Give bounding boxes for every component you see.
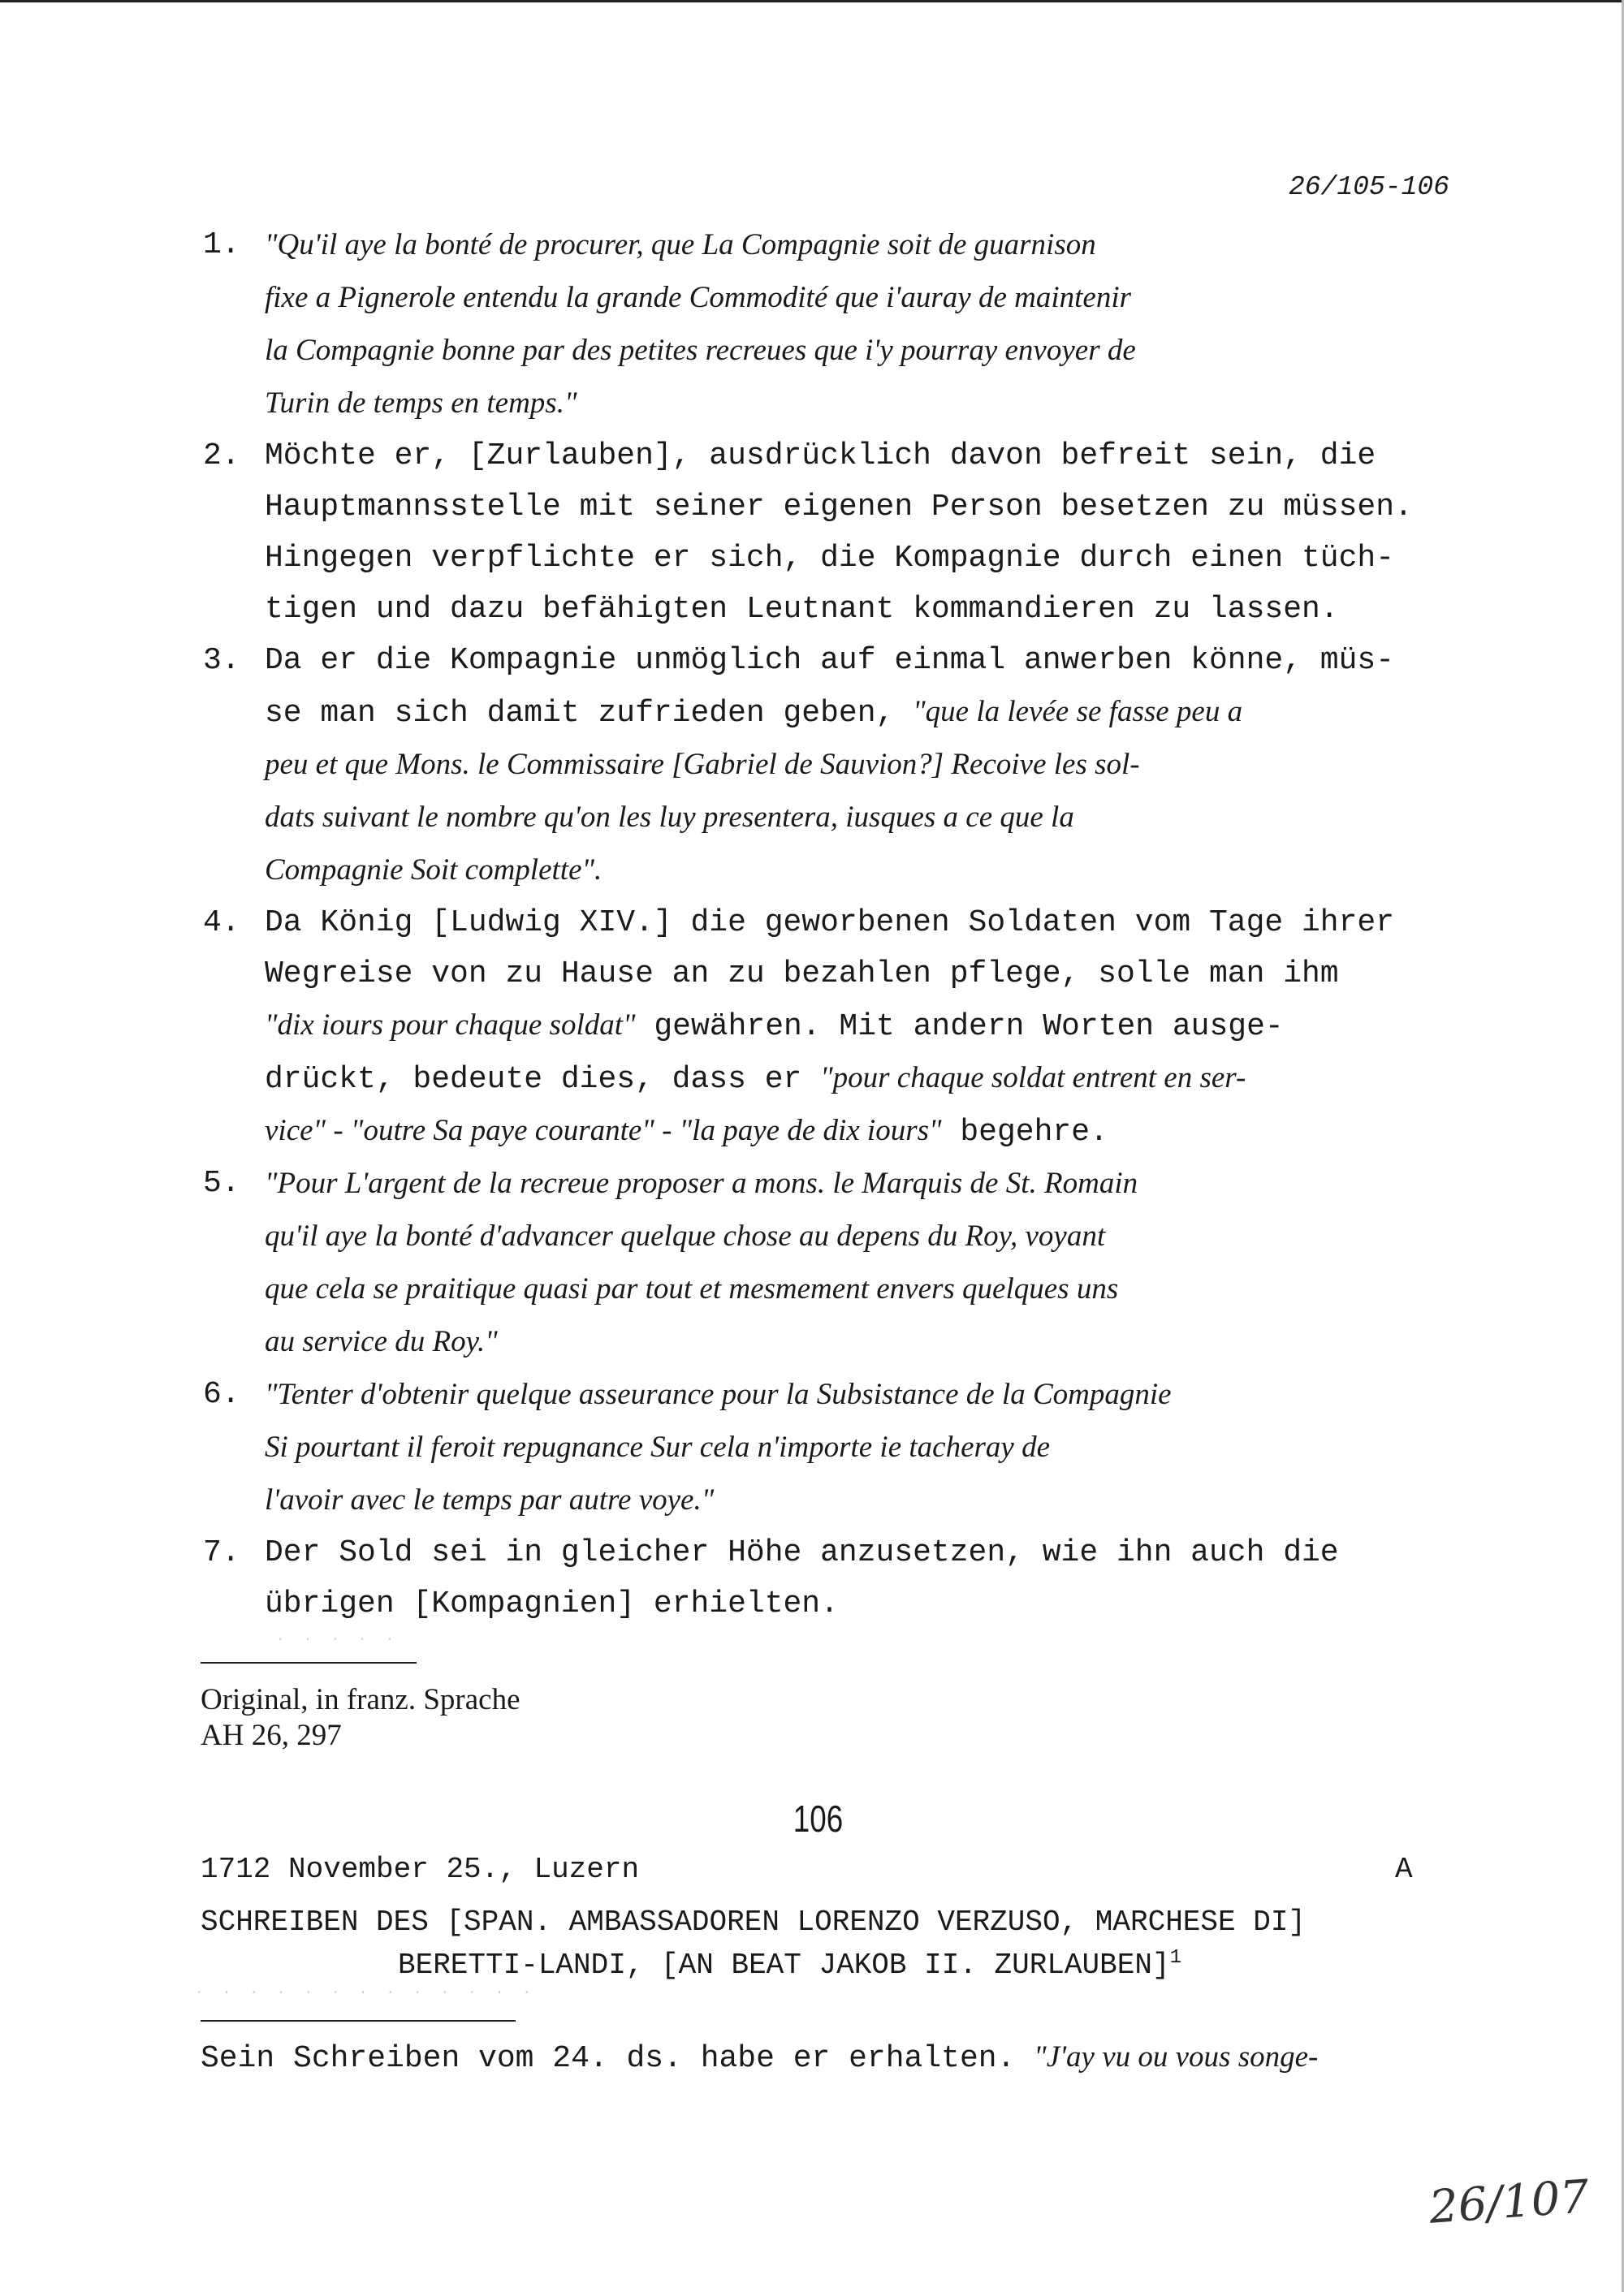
page-reference: 26/105-106 xyxy=(1288,172,1449,202)
document-category: A xyxy=(1395,1853,1413,1886)
list-item-line xyxy=(265,272,1470,325)
faint-dots: · · · · · xyxy=(276,1632,400,1648)
list-item-line xyxy=(265,325,1470,378)
list-item-number: 3. xyxy=(203,643,240,678)
german-text: Da er die Kompagnie unmöglich auf einmal anwerben könne, müs- xyxy=(265,643,1395,678)
german-text: drückt, bedeute dies, dass er xyxy=(265,1062,821,1097)
source-note-archive: AH 26, 297 xyxy=(201,1719,342,1752)
document-title-line2 xyxy=(398,1940,1181,1983)
list-item-line xyxy=(265,1052,1470,1105)
list-item-line xyxy=(265,219,1470,272)
list-item xyxy=(203,1158,1470,1369)
list-item xyxy=(203,1369,1470,1527)
footnote-reference: 1 xyxy=(1169,1947,1181,1969)
quoted-french-text: fixe a Pignerole entendu la grande Commodité que i'auray de maintenir xyxy=(265,281,1132,314)
list-item-line xyxy=(265,481,1470,533)
source-note-language: Original, in franz. Sprache xyxy=(201,1683,520,1716)
document-body-start xyxy=(201,2039,1318,2077)
list-item-line xyxy=(265,1263,1470,1316)
german-text: Möchte er, [Zurlauben], ausdrücklich davon befreit sein, die xyxy=(265,438,1376,473)
quoted-french-text: Si pourtant il feroit repugnance Sur cela n'importe ie tacheray de xyxy=(265,1431,1050,1464)
german-text: Da König [Ludwig XIV.] die geworbenen Soldaten vom Tage ihrer xyxy=(265,905,1395,940)
german-text: begehre. xyxy=(941,1115,1108,1150)
list-item-number: 7. xyxy=(203,1535,240,1570)
quoted-french-text: "Qu'il aye la bonté de procurer, que La Compagnie soit de guarnison xyxy=(265,228,1096,261)
quoted-french-text: au service du Roy." xyxy=(265,1325,498,1358)
list-item xyxy=(203,219,1470,430)
german-text: gewähren. Mit andern Worten ausge- xyxy=(635,1009,1284,1044)
list-item-line xyxy=(265,1316,1470,1369)
list-item-line xyxy=(265,1578,1470,1629)
quoted-french-text: vice" - "outre Sa paye courante" - "la paye de dix iours" xyxy=(265,1114,942,1147)
document-title-line2-text: BERETTI-LANDI, [AN BEAT JAKOB II. ZURLAUBEN] xyxy=(398,1949,1170,1982)
footnote-rule xyxy=(201,1662,417,1664)
german-text: Hingegen verpflichte er sich, die Kompagnie durch einen tüch- xyxy=(265,541,1395,576)
list-item-number: 6. xyxy=(203,1377,240,1412)
quoted-french-text: "Pour L'argent de la recreue proposer a mons. le Marquis de St. Romain xyxy=(265,1167,1138,1200)
german-text: Wegreise von zu Hause an zu bezahlen pflege, solle man ihm xyxy=(265,956,1339,991)
quoted-french-text: qu'il aye la bonté d'advancer quelque chose au depens du Roy, voyant xyxy=(265,1219,1106,1253)
list-item xyxy=(203,897,1470,1158)
list-item-line xyxy=(265,1474,1470,1527)
list-item-line xyxy=(265,1422,1470,1474)
faint-dots-2: · · · · · · · · · · · · · xyxy=(195,1985,537,2001)
quoted-french-text: l'avoir avec le temps par autre voye." xyxy=(265,1483,715,1517)
list-item xyxy=(203,635,1470,897)
list-item-line xyxy=(265,1105,1470,1158)
list-item-line xyxy=(265,378,1470,430)
list-item-line xyxy=(265,792,1470,844)
quoted-french-text: Compagnie Soit complette". xyxy=(265,853,603,887)
document-number: 106 xyxy=(793,1798,844,1840)
body-start-quote: "J'ay vu ou vous songe- xyxy=(1034,2040,1319,2074)
list-item-line xyxy=(265,635,1470,686)
quoted-french-text: "dix iours pour chaque soldat" xyxy=(265,1008,636,1042)
separator-rule xyxy=(201,2020,516,2022)
quoted-french-text: "que la levée se fasse peu a xyxy=(913,695,1243,728)
list-item-line xyxy=(265,430,1470,481)
quoted-french-text: dats suivant le nombre qu'on les luy presentera, iusques a ce que la xyxy=(265,801,1074,834)
german-text: tigen und dazu befähigten Leutnant kommandieren zu lassen. xyxy=(265,592,1339,627)
body-start-text: Sein Schreiben vom 24. ds. habe er erhalten. xyxy=(201,2041,1034,2076)
quoted-french-text: "pour chaque soldat entrent en ser- xyxy=(820,1061,1246,1094)
document-date-place: 1712 November 25., Luzern xyxy=(201,1853,640,1886)
page-edge-top xyxy=(0,0,1624,2)
list-item-line xyxy=(265,1211,1470,1263)
list-item-line xyxy=(265,686,1470,739)
german-text: se man sich damit zufrieden geben, xyxy=(265,696,914,731)
list-item-line xyxy=(265,1369,1470,1422)
list-item-line xyxy=(265,897,1470,948)
list-item-line xyxy=(265,739,1470,792)
list-item-number: 1. xyxy=(203,227,240,262)
quoted-french-text: la Compagnie bonne par des petites recreues que i'y pourray envoyer de xyxy=(265,334,1136,367)
list-item-line xyxy=(265,584,1470,635)
list-item-number: 2. xyxy=(203,438,240,473)
german-text: übrigen [Kompagnien] erhielten. xyxy=(265,1586,839,1621)
german-text: Der Sold sei in gleicher Höhe anzusetzen, wie ihn auch die xyxy=(265,1535,1339,1570)
list-item-line xyxy=(265,948,1470,999)
list-item xyxy=(203,430,1470,635)
source-note xyxy=(201,1682,520,1754)
list-item-number: 5. xyxy=(203,1166,240,1201)
list-item-number: 4. xyxy=(203,905,240,940)
handwritten-page-reference: 26/107 xyxy=(1427,2170,1592,2234)
list-item-line xyxy=(265,1158,1470,1211)
list-item xyxy=(203,1527,1470,1629)
quoted-french-text: que cela se praitique quasi par tout et mesmement envers quelques uns xyxy=(265,1272,1119,1306)
document-title-line1: SCHREIBEN DES [SPAN. AMBASSADOREN LORENZO VERZUSO, MARCHESE DI] xyxy=(201,1906,1307,1939)
german-text: Hauptmannsstelle mit seiner eigenen Person besetzen zu müssen. xyxy=(265,490,1413,524)
numbered-list xyxy=(203,219,1470,1629)
list-item-line xyxy=(265,1527,1470,1578)
quoted-french-text: "Tenter d'obtenir quelque asseurance pour la Subsistance de la Compagnie xyxy=(265,1378,1172,1411)
quoted-french-text: peu et que Mons. le Commissaire [Gabriel de Sauvion?] Recoive les sol- xyxy=(265,748,1140,781)
list-item-line xyxy=(265,533,1470,584)
quoted-french-text: Turin de temps en temps." xyxy=(265,386,577,420)
list-item-line xyxy=(265,999,1470,1052)
list-item-line xyxy=(265,844,1470,897)
